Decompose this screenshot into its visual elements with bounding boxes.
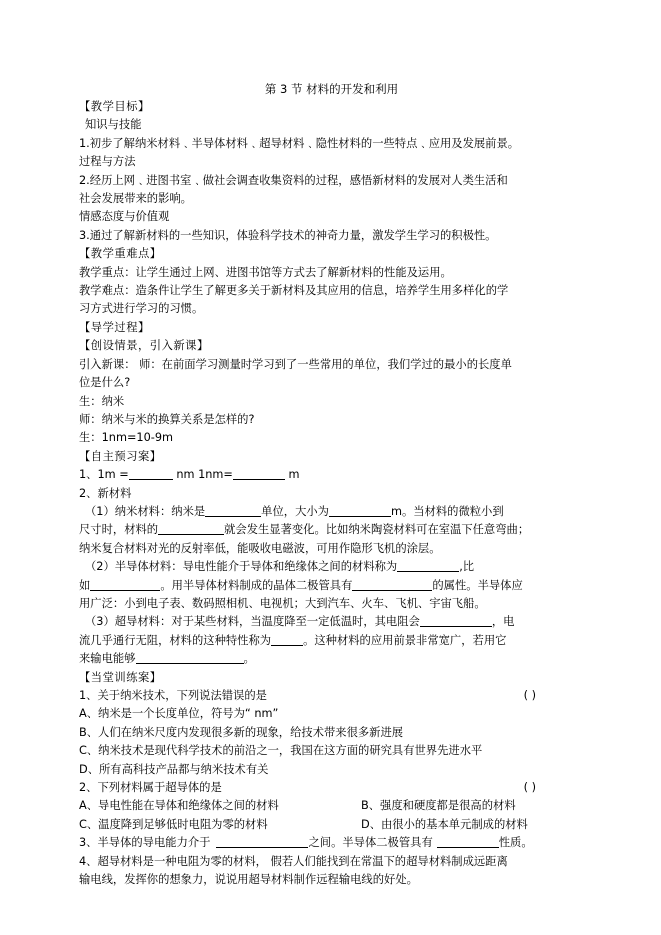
- blank-field[interactable]: [205, 504, 261, 517]
- text: （2）半导体材料：导电性能介于导体和绝缘体之间的材料称为: [85, 560, 398, 574]
- blank-field[interactable]: [352, 578, 432, 591]
- blank-field[interactable]: [329, 504, 391, 517]
- question-text: 2、下列材料属于超导体的是: [79, 781, 222, 795]
- option-a: A、导电性能在导体和绝缘体之间的材料: [79, 799, 279, 813]
- semi-line-3: 用广泛：小到电子表、数码照相机、电视机；大到汽车、火车、飞机、宇宙飞船。: [79, 596, 486, 610]
- blank-field[interactable]: [158, 522, 224, 535]
- blank-field[interactable]: [136, 651, 244, 664]
- text: 就会发生显著变化。比如纳米陶瓷材料可在室温下任意弯曲；: [224, 523, 530, 537]
- page-title: 第 3 节 材料的开发和利用: [264, 82, 399, 96]
- option-a: A、纳米是一个长度单位，符号为“ nm”: [79, 707, 279, 721]
- option-d: D、所有高科技产品都与纳米技术有关: [79, 762, 269, 776]
- text: 流几乎通行无阻，材料的这种特性称为: [79, 633, 272, 647]
- goal-1: 1.初步了解纳米材料﹑半导体材料﹑超导材料﹑隐性材料的一些特点﹑应用及发展前景。: [79, 136, 520, 150]
- question-1: [79, 687, 584, 705]
- guide-heading: 【导学过程】: [79, 320, 150, 334]
- practice-heading: 【当堂训练案】: [79, 670, 162, 684]
- intro-line-1: 引入新课： 师：在前面学习测量时学习到了一些常用的单位，我们学过的最小的长度单: [79, 357, 512, 371]
- option-d: D、由很小的基本单元制成的材料: [361, 817, 528, 831]
- text: 3、半导体的导电能力介于: [79, 836, 211, 850]
- text: （3）超导材料：对于某些材料，当温度降至一定低温时，其电阻会: [85, 615, 420, 629]
- semi-line-2: [79, 577, 584, 595]
- text: 。这种材料的应用前景非常宽广，若用它: [303, 633, 507, 647]
- semi-line-1: [79, 558, 584, 576]
- text: 。用半导体材料制成的晶体二极管具有: [160, 578, 353, 592]
- blank-field[interactable]: [437, 835, 499, 848]
- question-4-line-1: 4、超导材料是一种电阻为零的材料， 假若人们能找到在常温下的超导材料制成远距离: [79, 854, 508, 868]
- text: ,比: [459, 560, 475, 574]
- question-4-line-2: 输电线，发挥你的想象力，说说用超导材料制作远程输电线的好处。: [79, 873, 418, 887]
- text: nm 1nm=: [176, 468, 233, 482]
- text: 的属性。半导体应: [432, 578, 523, 592]
- question-2: [79, 779, 584, 797]
- super-line-3: [79, 650, 584, 668]
- key-point: 教学重点：让学生通过上网、进图书馆等方式去了解新材料的性能及运用。: [79, 265, 452, 279]
- text: 之间。半导体二极管具有: [308, 836, 433, 850]
- answer-bracket[interactable]: ( ): [523, 689, 536, 702]
- preview-item-1: [79, 466, 584, 484]
- student-answer-2: 生：1nm=10-9m: [79, 431, 174, 445]
- text: ，电: [491, 615, 515, 629]
- nano-line-3: 纳米复合材料对光的反射率低，能吸收电磁波，可用作隐形飞机的涂层。: [79, 541, 441, 555]
- student-answer-1: 生：纳米: [79, 394, 125, 408]
- goal-2-line-2: 社会发展带来的影响。: [79, 192, 192, 206]
- question-text: 1、关于纳米技术，下列说法错误的是: [79, 689, 267, 702]
- blank-field[interactable]: [90, 578, 160, 591]
- text: 1、1m =: [79, 468, 129, 482]
- blank-field[interactable]: [271, 633, 303, 646]
- difficulty-line-1: 教学难点：造条件让学生了解更多关于新材料及其应用的信息，培养学生用多样化的学: [79, 284, 509, 298]
- text: （1）纳米材料：纳米是: [85, 504, 206, 518]
- blank-field[interactable]: [420, 614, 492, 627]
- document-page: [79, 80, 584, 889]
- emotion-heading: 情感态度与价值观: [79, 210, 170, 224]
- blank-field[interactable]: [129, 467, 173, 480]
- knowledge-heading: 知识与技能: [85, 118, 142, 132]
- process-heading: 过程与方法: [79, 155, 136, 169]
- text: 尺寸时，材料的: [79, 523, 159, 537]
- question-3: [79, 834, 584, 852]
- text: 来输电能够: [79, 652, 136, 666]
- options-cd: [79, 816, 584, 834]
- goal-3: 3.通过了解新材料的一些知识，体验科学技术的神奇力量，激发学生学习的积极性。: [79, 228, 497, 242]
- super-line-2: [79, 632, 584, 650]
- text: 单位，大小为: [261, 504, 329, 518]
- option-c: C、温度降到足够低时电阻为零的材料: [79, 817, 268, 831]
- goal-2-line-1: 2.经历上网﹑进图书室﹑做社会调查收集资料的过程，感悟新材料的发展对人类生活和: [79, 173, 508, 187]
- blank-field[interactable]: [233, 467, 285, 480]
- scene-heading: 【创设情景，引入新课】: [79, 339, 209, 353]
- blank-field[interactable]: [397, 559, 459, 572]
- text: m: [288, 468, 300, 482]
- text: m。当材料的微粒小到: [390, 504, 504, 518]
- text: 。: [243, 652, 255, 666]
- nano-line-2: [79, 521, 584, 539]
- teacher-question-2: 师：纳米与米的换算关系是怎样的?: [79, 412, 255, 426]
- difficulty-line-2: 习方式进行学习的习惯。: [79, 302, 204, 316]
- blank-field[interactable]: [216, 835, 308, 848]
- option-b: B、人们在纳米尺度内发现很多新的现象，给技术带来很多新进展: [79, 725, 404, 739]
- key-points-heading: 【教学重难点】: [79, 247, 162, 261]
- super-line-1: [79, 613, 584, 631]
- options-ab: [79, 797, 584, 815]
- goals-heading: 【教学目标】: [79, 100, 150, 113]
- preview-heading: 【自主预习案】: [79, 449, 162, 463]
- text: 性质。: [498, 836, 533, 850]
- option-c: C、纳米技术是现代科学技术的前沿之一，我国在这方面的研究具有世界先进水平: [79, 744, 483, 758]
- intro-line-2: 位是什么?: [79, 376, 131, 390]
- text: 如: [79, 578, 91, 592]
- nano-line-1: [79, 503, 584, 521]
- option-b: B、强度和硬度都是很高的材料: [361, 799, 516, 813]
- preview-item-2: 2、新材料: [79, 486, 132, 500]
- answer-bracket[interactable]: ( ): [523, 781, 536, 795]
